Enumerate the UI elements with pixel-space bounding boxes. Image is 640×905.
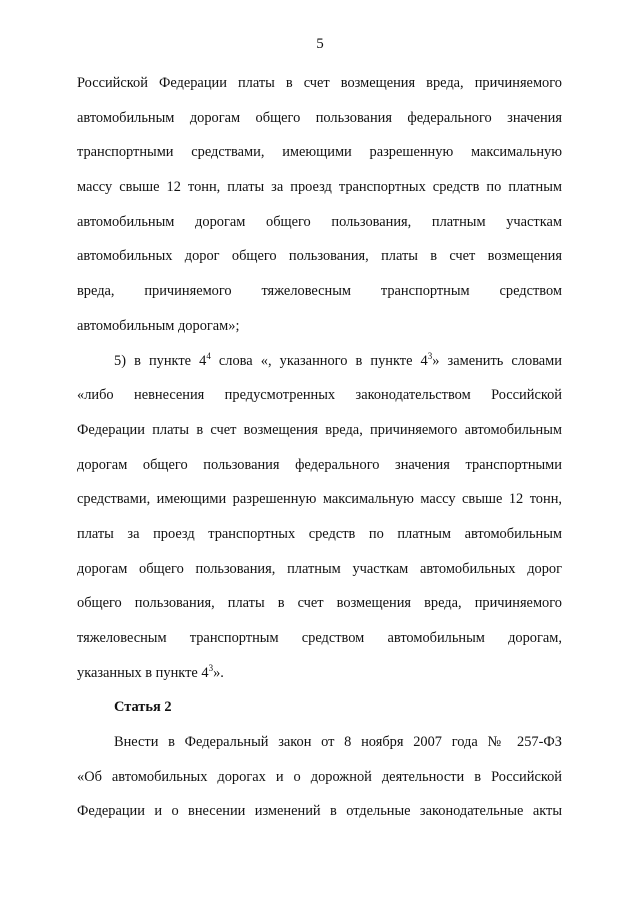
text-line: транспортными средствами, имеющими разрешенную максимальную [77,144,562,161]
article-heading: Статья 2 [114,699,172,716]
superscript: 3 [427,350,433,361]
text-line: массу свыше 12 тонн, платы за проезд транспортных средств по платным [77,179,562,196]
text-line: Федерации и о внесении изменений в отдельные законодательные акты [77,803,562,820]
superscript: 3 [208,662,214,673]
document-body [77,74,562,837]
text-line: дорогам общего пользования, платным участкам автомобильных дорог [77,560,562,577]
text-line: вреда, причиняемого тяжеловесным транспортным средством [77,283,562,300]
text-line: автомобильных дорог общего пользования, платы в счет возмещения [77,248,562,265]
page-number: 5 [316,36,324,52]
text-fragment: 5) в пункте 4 [114,352,207,369]
superscript: 4 [206,350,211,361]
text-line: автомобильным дорогам общего пользования, платным участкам [77,213,562,230]
text-line: «Об автомобильных дорогах и о дорожной деятельности в Российской [77,768,562,785]
text-line: дорогам общего пользования федерального значения транспортными [77,456,562,473]
text-line: автомобильным дорогам общего пользования федерального значения [77,109,562,126]
text-line: общего пользования, платы в счет возмещения вреда, причиняемого [77,595,562,612]
text-fragment: ». [213,664,224,681]
text-line: средствами, имеющими разрешенную максимальную массу свыше 12 тонн, [77,491,562,508]
text-line: платы за проезд транспортных средств по платным автомобильным [77,525,562,542]
text-line: Внести в Федеральный закон от 8 ноября 2007 года № 257-ФЗ [114,734,562,751]
text-fragment: » заменить словами [432,352,562,369]
text-line: «либо невнесения предусмотренных законодательством Российской [77,387,562,404]
text-line: автомобильным дорогам»; [77,317,240,334]
text-line: Федерации платы в счет возмещения вреда, причиняемого автомобильным [77,421,562,438]
text-fragment: указанных в пункте 4 [77,664,209,681]
text-line-amendment-item [77,352,562,387]
text-fragment: слова «, указанного в пункте 4 [210,352,428,369]
text-line: Российской Федерации платы в счет возмещения вреда, причиняемого [77,75,562,91]
text-line [77,664,562,699]
text-line: тяжеловесным транспортным средством автомобильным дорогам, [77,630,562,646]
